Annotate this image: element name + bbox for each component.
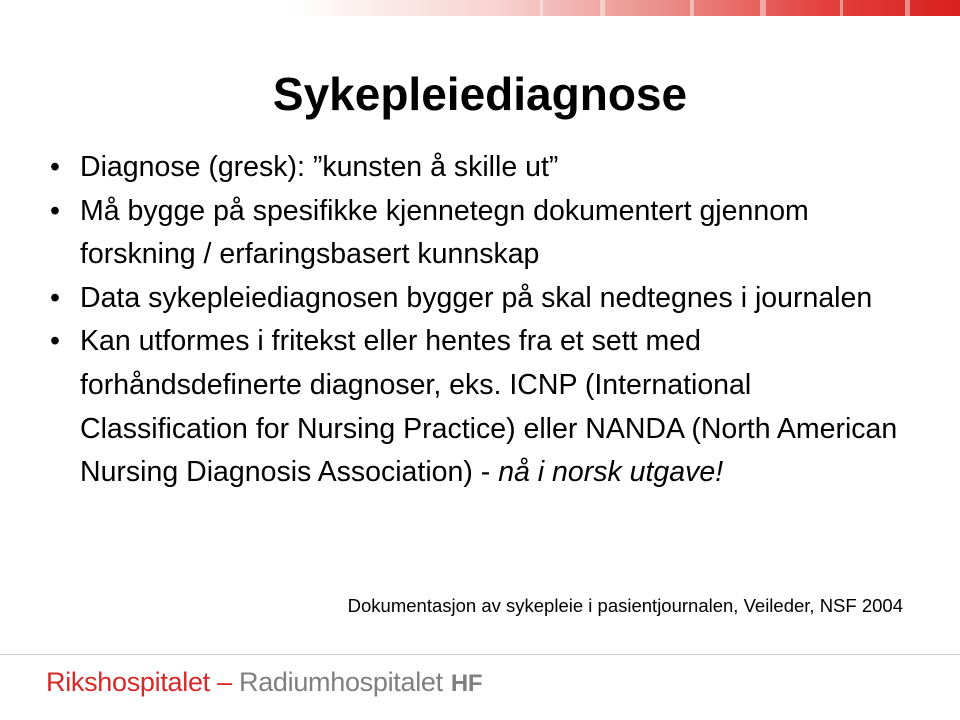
bullet-item	[50, 277, 910, 321]
bullet-item	[50, 146, 910, 190]
slide-title: Sykepleiediagnose	[272, 68, 688, 120]
hospital-logo	[46, 664, 482, 702]
bullet-text: Kan utformes i fritekst eller hentes fra et sett med forhåndsdefinerte diagnoser, eks. ICNP (International Classification for Nursing Practice) eller NANDA (North American Nursing Diagnosis Association) -	[80, 325, 898, 489]
logo-radiumhospitalet: Radiumhospitalet	[239, 667, 443, 697]
band-stripe	[905, 0, 910, 16]
bullet-dot: •	[50, 325, 60, 358]
bullet-text: Data sykepleiediagnosen bygger på skal nedtegnes i journalen	[80, 281, 873, 314]
bullet-list	[50, 146, 910, 495]
bullet-dot: •	[50, 151, 60, 183]
logo-separator: –	[209, 667, 240, 697]
bullet-dot: •	[50, 281, 60, 314]
band-stripe	[690, 0, 694, 16]
bullet-dot: •	[50, 194, 60, 227]
top-decorative-band	[0, 0, 960, 16]
bullet-emphasis: nå i norsk utgave!	[498, 456, 724, 489]
bullet-text: Må bygge på spesifikke kjennetegn dokumentert gjennom forskning / erfaringsbasert kunnskap	[80, 194, 809, 271]
source-citation: Dokumentasjon av sykepleie i pasientjournalen, Veileder, NSF 2004	[347, 595, 903, 616]
band-stripe	[840, 0, 843, 16]
bullet-item	[50, 190, 910, 277]
logo-rikshospitalet: Rikshospitalet	[46, 667, 210, 697]
logo-hf: HF	[450, 670, 483, 697]
band-stripe	[760, 0, 766, 16]
band-stripe	[540, 0, 543, 16]
bullet-item	[50, 320, 910, 494]
band-stripe	[600, 0, 605, 16]
footer-divider	[0, 654, 960, 655]
bullet-text: Diagnose (gresk): ”kunsten å skille ut”	[80, 151, 559, 183]
